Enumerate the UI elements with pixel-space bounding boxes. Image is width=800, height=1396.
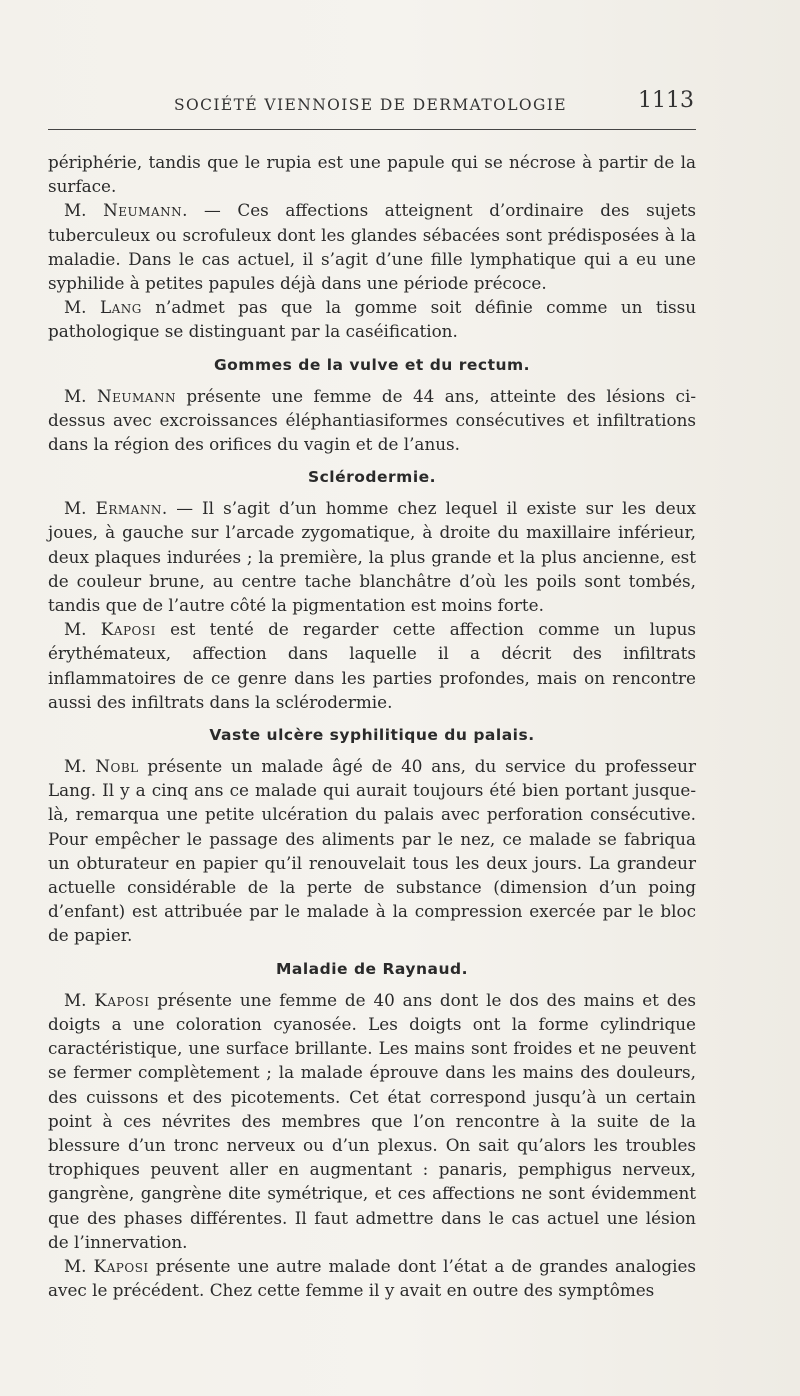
running-title: SOCIÉTÉ VIENNOISE DE DERMATOLOGIE [174,96,568,114]
paragraph-text: présente une femme de 44 ans, atteinte des lésions ci-dessus avec excroissances éléphantiasiformes consécutives et infiltrations dans la région des orifices du vagin et de l’anus. [48,385,696,455]
speaker-name: Neumann [103,200,183,221]
paragraph-text: présente une autre malade dont l’état a de grandes analogies avec le précédent. Chez cette femme il y avait en outre des symptômes [48,1255,696,1301]
paragraph-text: est tenté de regarder cette affection comme un lupus érythémateux, affection dans laquelle il a décrit des infiltrats inflammatoires de ce genre dans les parties profondes, mais on rencontre aussi des infiltrats dans la sclérodermie. [48,619,696,712]
speaker-name: Lang [99,297,142,318]
paragraph-text: présente un malade âgé de 40 ans, du service du professeur Lang. Il y a cinq ans ce malade qui aurait toujours été bien portant jusque-là, remarqua une petite ulcération du palais avec perforation consécutive. Pour empêcher le passage des aliments par le nez, ce malade se fabriqua un obturateur en papier qu’il renouvelait tous les deux jours. La grandeur actuelle considérable de la perte de substance (dimension d’un poing d’enfant) est attribuée par le malade à la compression exercée par le bloc de papier. [48,756,697,946]
paragraph-text: présente une femme de 40 ans dont le dos des mains et des doigts a une coloration cyanosée. Les doigts ont la forme cylindrique caractéristique, une surface brillante. Les mains sont froides et ne peuvent se fermer complètement ; la malade éprouve dans les mains des douleurs, des cuissons et des picotements. Cet état correspond jusqu’à un certain point à ces névrites des membres que l’on rencontre à la suite de la blessure d’un tronc nerveux ou d’un plexus. On sait qu’alors les troubles trophiques peuvent aller en augmentant : panaris, pemphigus nerveux, gangrène, gangrène dite symétrique, et ces affections ne sont évidemment que des phases différentes. Il faut admettre dans le cas actuel une lésion de l’innervation. [48,989,696,1252]
speaker-prefix: M. [64,756,96,777]
paragraph [48,754,696,948]
speaker-prefix: M. [64,498,96,519]
paragraph [48,1254,696,1302]
paragraph [48,617,696,714]
page-header [48,86,696,122]
section-heading: Vaste ulcère syphilitique du palais. [209,726,535,745]
paragraph [48,295,696,343]
paragraph-text: n’admet pas que la gomme soit définie comme un tissu pathologique se distinguant par la caséification. [48,297,697,342]
speaker-name: Kaposi [94,989,150,1010]
paragraph [48,496,696,617]
paragraph [48,150,696,198]
header-rule [48,129,696,130]
speaker-name: Kaposi [100,619,156,640]
speaker-name: Nobl [95,756,139,777]
speaker-prefix: M. [64,200,104,221]
paragraph-text: . — Ces affections atteignent d’ordinaire des sujets tuberculeux ou scrofuleux dont les glandes sébacées sont prédisposées à la maladie. Dans le cas actuel, il s’agit d’une fille lymphatique qui a eu une syphilide à petites papules déjà dans une période précoce. [48,200,696,294]
section-heading: Gommes de la vulve et du rectum. [213,355,531,374]
paragraph-text: . — Il s’agit d’un homme chez lequel il existe sur les deux joues, à gauche sur l’arcade zygomatique, à droite du maxillaire inférieur, deux plaques indurées ; la première, la plus grande et la plus ancienne, est de couleur brune, au centre tache blanchâtre d’où les poils sont tombés, tandis que de l’autre côté la pigmentation est moins forte. [48,498,696,616]
section-heading: Sclérodermie. [307,468,437,487]
speaker-name: Ermann [95,498,162,519]
speaker-prefix: M. [64,385,97,406]
speaker-prefix: M. [64,989,95,1010]
paragraph-text: périphérie, tandis que le rupia est une papule qui se nécrose à partir de la surface. [48,152,696,197]
page-body [48,150,696,1302]
speaker-prefix: M. [64,619,101,640]
speaker-name: Kaposi [93,1255,149,1276]
speaker-name: Neumann [96,385,176,406]
page-number: 1113 [638,88,694,113]
paragraph [48,988,696,1254]
paragraph [48,198,696,295]
section-heading: Maladie de Raynaud. [275,959,468,978]
speaker-prefix: M. [64,297,100,318]
speaker-prefix: M. [64,1255,94,1276]
paragraph [48,384,696,457]
